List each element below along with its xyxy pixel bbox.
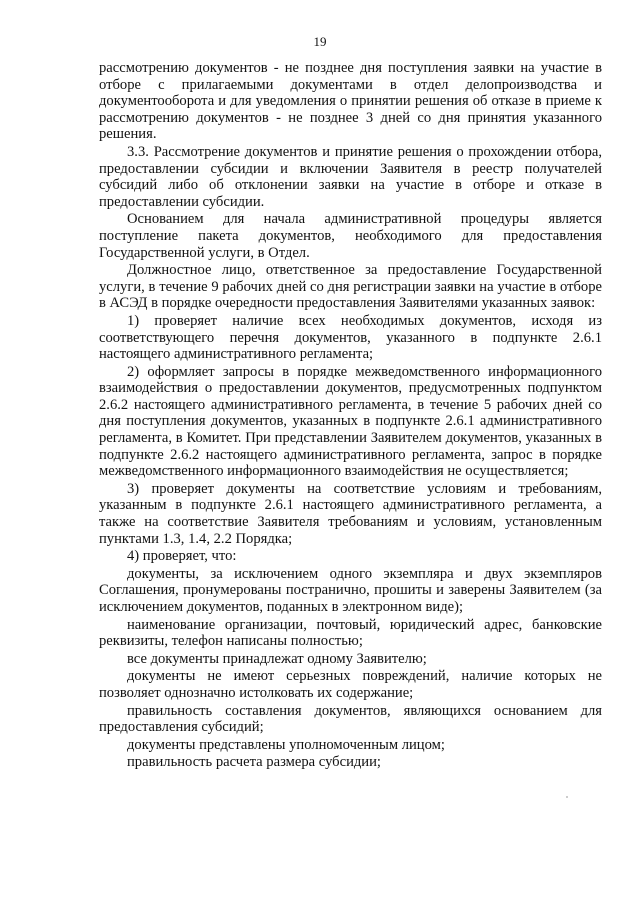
paragraph-procedure-basis: Основанием для начала административной процедуры является поступление пакета документов, необходимого для предоставления Государственной услуги, в Отдел. bbox=[99, 211, 602, 261]
paragraph-documents-numbered: документы, за исключением одного экземпляра и двух экземпляров Соглашения, пронумерованы постранично, прошиты и заверены Заявителем (за исключением документов, поданных в электронном виде); bbox=[99, 565, 602, 615]
document-body bbox=[99, 60, 602, 771]
paragraph-procedure-deadlines: рассмотрению документов - не позднее дня поступления заявки на участие в отборе с прилагаемыми документами в отдел делопроизводства и документооборота и для уведомления о принятии решения об отказе в приеме к рассмотрению документов - не позднее 3 дней со дня принятия указанного решения. bbox=[99, 60, 602, 143]
paragraph-single-applicant: все документы принадлежат одному Заявителю; bbox=[127, 650, 427, 667]
paragraph-section-3-3-heading: 3.3. Рассмотрение документов и принятие решения о прохождении отбора, предоставлении субсидии и включении Заявителя в реестр получателей субсидий либо об отклонении заявки на участие в отборе и отказе в предоставлении субсидии. bbox=[99, 143, 602, 210]
paragraph-no-damage: документы не имеют серьезных повреждений, наличие которых не позволяет однозначно истолковать их содержание; bbox=[99, 668, 602, 701]
paragraph-subsidy-calculation: правильность расчета размера субсидии; bbox=[127, 754, 381, 771]
paragraph-authorized-person: документы представлены уполномоченным лицом; bbox=[127, 736, 445, 753]
scan-speck bbox=[566, 796, 568, 798]
paragraph-step-4-checks-that: 4) проверяет, что: bbox=[127, 548, 237, 565]
page-number: 19 bbox=[313, 34, 327, 49]
paragraph-step-1-check-documents: 1) проверяет наличие всех необходимых документов, исходя из соответствующего перечня документов, указанного в подпункте 2.6.1 настоящего административного регламента; bbox=[99, 312, 602, 363]
paragraph-correct-preparation: правильность составления документов, являющихся основанием для предоставления субсидий; bbox=[99, 702, 602, 736]
paragraph-step-3-check-compliance: 3) проверяет документы на соответствие условиям и требованиям, указанным в подпункте 2.6.1 настоящего административного регламента, а также на соответствие Заявителя требованиям и условиям, установленным пунктами 1.3, 1.4, 2.2 Порядка; bbox=[99, 480, 602, 547]
paragraph-step-2-interagency-requests: 2) оформляет запросы в порядке межведомственного информационного взаимодействия о предоставлении документов, предусмотренных подпунктом 2.6.2 настоящего административного регламента, в течение 5 рабочих дней со дня поступления документов, указанных в подпункте 2.6.1 административного регламента, в Комитет. При представлении Заявителем документов, указанных в подпункте 2.6.2 настоящего административного регламента, запрос в порядке межведомственного информационного взаимодействия не осуществляется; bbox=[99, 363, 602, 480]
paragraph-responsible-official: Должностное лицо, ответственное за предоставление Государственной услуги, в течение 9 рабочих дней со дня регистрации заявки на участие в отборе в АСЭД в порядке очередности предоставления Заявителями указанных заявок: bbox=[99, 262, 602, 312]
paragraph-organization-details: наименование организации, почтовый, юридический адрес, банковские реквизиты, телефон написаны полностью; bbox=[99, 616, 602, 650]
